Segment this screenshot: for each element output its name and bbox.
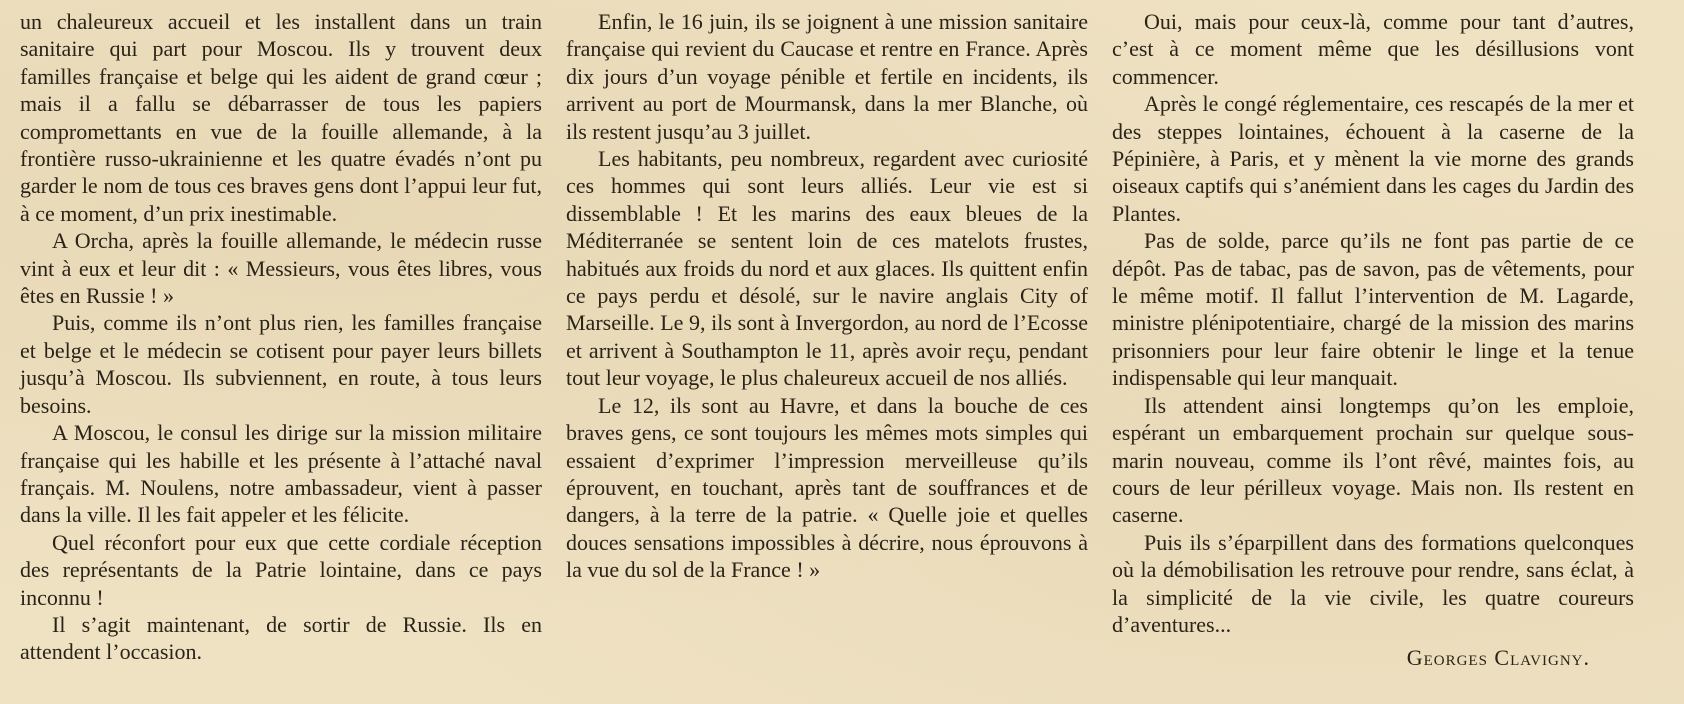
paragraph: Quel réconfort pour eux que cette cordiale réception des représentants de la Patrie lointaine, dans ce pays inconnu ! — [20, 529, 542, 610]
paragraph: Ils attendent ainsi longtemps qu’on les emploie, espérant un embarquement prochain sur quelque sous-marin nouveau, comme ils l’ont rêvé, maintes fois, au cours de leur périlleux voyage. Mais non. Ils restent en caserne. — [1112, 392, 1634, 528]
text-column-1 — [20, 8, 542, 704]
paragraph: Oui, mais pour ceux-là, comme pour tant d’autres, c’est à ce moment même que les désillusions vont commencer. — [1112, 9, 1634, 89]
author-signature: Georges Clavigny. — [1406, 645, 1590, 671]
text-column-3 — [1112, 8, 1634, 704]
paragraph: Il s’agit maintenant, de sortir de Russie. Ils en attendent l’occasion. — [20, 611, 542, 665]
paragraph: Le 12, ils sont au Havre, et dans la bouche de ces braves gens, ce sont toujours les mêmes mots simples qui essaient d’exprimer l’impression merveilleuse qu’ils éprouvent, en touchant, après tant de souffrances et de dangers, à la terre de la patrie. « Quelle joie et quelles douces sensations impossibles à décrire, nous éprouvons à la vue du sol de la France ! » — [566, 392, 1088, 583]
paragraph: Les habitants, peu nombreux, regardent avec curiosité ces hommes qui sont leurs alliés. Leur vie est si dissemblable ! Et les marins des eaux bleues de la Méditerranée se sentent loin de ces matelots frustes, habitués aux froids du nord et aux glaces. Ils quittent enfin ce pays perdu et désolé, sur le navire anglais City of Marseille. Le 9, ils sont à Invergordon, au nord de l’Ecosse et arrivent à Southampton le 11, après avoir reçu, pendant tout leur voyage, le plus chaleureux accueil de nos alliés. — [566, 146, 1088, 391]
paragraph: un chaleureux accueil et les installent dans un train sanitaire qui part pour Moscou. Ils y trouvent deux familles française et belge qui les aident de grand cœur ; mais il a fallu se débarrasser de tous les papiers compromettants en vue de la fouille allemande, à la frontière russo-ukrainienne et les quatre évadés n’ont pu garder le nom de tous ces braves gens dont l’appui leur fut, à ce moment, d’un prix inestimable. — [20, 9, 542, 226]
text-column-2 — [566, 8, 1088, 704]
paragraph: Après le congé réglementaire, ces rescapés de la mer et des steppes lointaines, échouent à la caserne de la Pépinière, à Paris, et y mènent la vie morne des grands oiseaux captifs qui s’anémient dans les cages du Jardin des Plantes. — [1112, 91, 1634, 226]
paragraph: Pas de solde, parce qu’ils ne font pas partie de ce dépôt. Pas de tabac, pas de savon, pas de vêtements, pour le même motif. Il fallut l’intervention de M. Lagarde, ministre plénipotentiaire, chargé de la mission des marins prisonniers pour leur faire obtenir le linge et la tenue indispensable qui leur manquait. — [1112, 228, 1634, 391]
paragraph: Puis ils s’éparpillent dans des formations quelconques où la démobilisation les retrouve pour rendre, sans éclat, à la simplicité de la vie civile, les quatre coureurs d’aventures... — [1112, 529, 1634, 637]
paragraph: Puis, comme ils n’ont plus rien, les familles française et belge et le médecin se cotisent pour payer leurs billets jusqu’à Moscou. Ils subviennent, en route, à tous leurs besoins. — [20, 310, 542, 418]
paragraph: A Moscou, le consul les dirige sur la mission militaire française qui les habille et les présente à l’attaché naval français. M. Noulens, notre ambassadeur, vient à passer dans la ville. Il les fait appeler et les félicite. — [20, 420, 542, 528]
paragraph: Enfin, le 16 juin, ils se joignent à une mission sanitaire française qui revient du Caucase et rentre en France. Après dix jours d’un voyage pénible et fertile en incidents, ils arrivent au port de Mourmansk, dans la mer Blanche, où ils restent jusqu’au 3 juillet. — [566, 9, 1088, 144]
paragraph: A Orcha, après la fouille allemande, le médecin russe vint à eux et leur dit : « Messieurs, vous êtes libres, vous êtes en Russie ! » — [20, 228, 542, 309]
